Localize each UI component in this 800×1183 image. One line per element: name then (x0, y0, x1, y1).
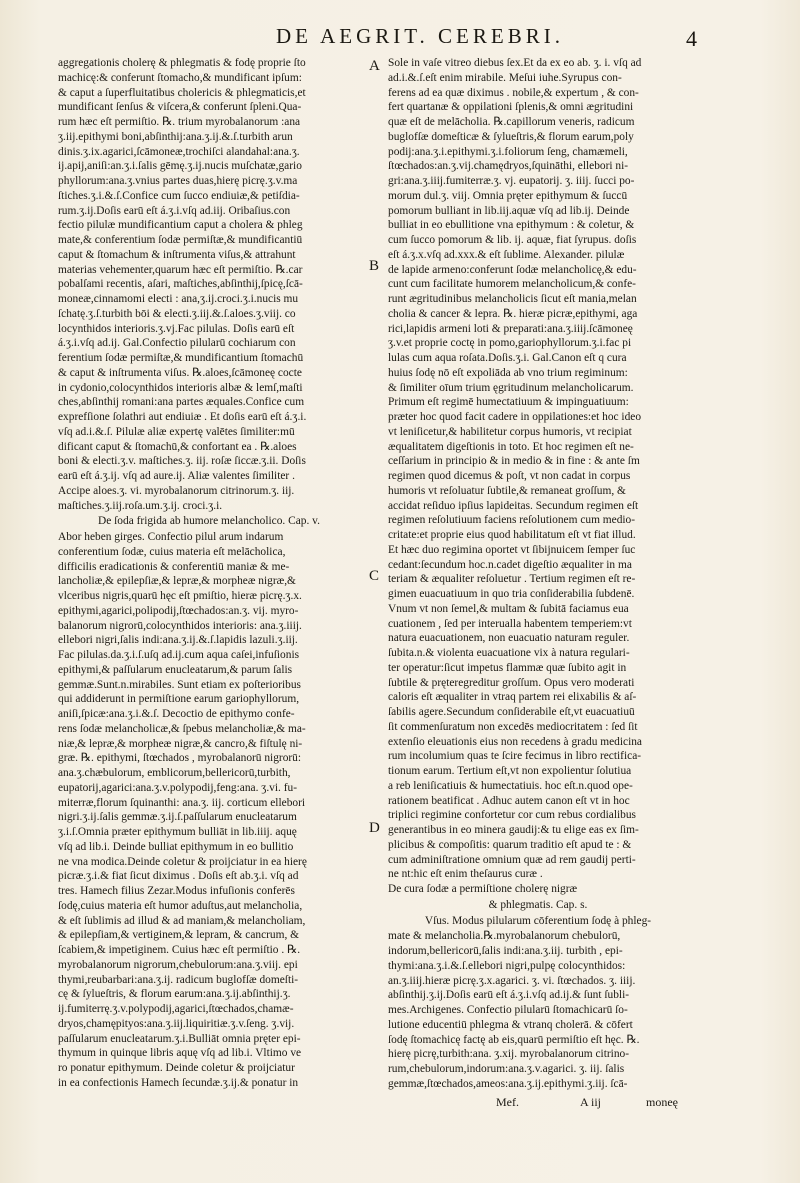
text-line: thymum in quinque libris aquę vſq ad lib.i. Vltimo ve (58, 1047, 302, 1060)
text-line: & eſt ſublimis ad illud & ad maniam,& melancholiam, (58, 914, 306, 927)
text-line: aggregationis cholerę & phlegmatis & fodę proprie ſto (58, 57, 306, 69)
text-line: difficilis eradicationis & conferentiū maniæ & me- (58, 560, 290, 573)
text-line: dificant caput & ſtomachū,& confortant ea . ℞.aloes (58, 440, 297, 453)
text-line: qui addiderunt in permiſtione earum gariophyllorum, (58, 693, 300, 706)
text-line: dryos,chamępityos:ana.ʒ.iij.liquiritiæ.ʒ.v.ſeng. ʒ.vij. (58, 1017, 295, 1030)
text-line: cum ſucco pomorum & lib. ij. aquæ, fiat ſyrupus. doſis (388, 234, 637, 246)
text-line: locynthidos interioris.ʒ.vj.Fac pilulas. Doſis earū eſt (58, 322, 295, 335)
text-line: humoris vt reſoluatur ſubtile,& remaneat groſſum, & (388, 484, 626, 497)
text-line: phyllorum:ana.ʒ.vnius partes duas,hierę picrę.ʒ.v.ma (58, 175, 298, 187)
left-column (58, 56, 360, 1091)
text-line: gimen euacuatiuum in quo tria conſiderabilia ſubdenē. (388, 588, 635, 600)
text-line: ʒ.iij.epithymi boni,abſinthij:ana.ʒ.ij.&.ſ.turbith arun (58, 130, 293, 143)
text-line: gemmæ,ſtœchados,ameos:ana.ʒ.ij.epithymi.ʒ.iij. ſcā- (388, 1077, 628, 1090)
text-line: morum dul.ʒ. viij. Omnia pręter epithymum & ſuccū (388, 189, 628, 202)
text-line: fectio pilulæ mundificantium caput a cholera & phleg (58, 219, 303, 232)
text-line: accidat reſiduo ipſius lapideitas. Secundum regimen eſt (388, 499, 639, 512)
text-line: fert quartanæ & oppilationi ſplenis,& omni ægritudini (388, 101, 634, 114)
text-line: ſabilis agere.Secundum conſiderabile eſt,vt euacuatiuū (388, 706, 635, 718)
text-line: thymi,reubarbari:ana.ʒ.ij. radicum buglofſæ domeſti- (58, 973, 299, 986)
text-line: rum incolumium quas te ſcire fecimus in libro rectifica- (388, 750, 642, 763)
text-line: indorum,bellericorū,ſalis indi:ana.ʒ.iij. turbith , epi- (388, 945, 623, 957)
text-line: runt ægritudinibus melancholicis ſicut eſt mania,melan (388, 293, 637, 305)
text-line: machicę:& conferunt ſtomacho,& mundificant ipſum: (58, 71, 302, 84)
text-line: materias vehementer,quarum hæc eſt permiſtio. ℞.car (58, 263, 303, 276)
text-line: ana.ʒ.chæbulorum, emblicorum,bellericorū,turbith, (58, 767, 291, 779)
text-line: ſubtile & pręteregreditur groſſum. Opus vero moderati (388, 676, 635, 689)
running-head: DE AEGRIT. CEREBRI. (276, 24, 564, 48)
text-line: rens ſodæ melancholicæ,& ſpebus melancholiæ,& ma- (58, 722, 306, 735)
text-line: lancholiæ,& epilepſiæ,& lepræ,& morpheæ nigræ,& (58, 575, 296, 588)
text-line: Fac pilulas.da.ʒ.i.ſ.uſq ad.ij.cum aqua caſei,infuſionis (58, 649, 300, 661)
text-line: Accipe aloes.ʒ. vi. myrobalanorum citrinorum.ʒ. iij. (58, 484, 295, 497)
text-line: plicibus & compoſitis: quarum traditio eſt apud te : & (388, 838, 632, 851)
text-line: ij.apij,aniſi:an.ʒ.i.ſalis gēmę.ʒ.ij.nucis muſchatæ,gario (58, 160, 302, 173)
text-line: vſq ad.i.&.ſ. Pilulæ aliæ expertę valētes ſimiliter:mū (58, 425, 295, 438)
text-line: de lapide armeno:conferunt ſodæ melancholicę,& edu- (388, 263, 637, 276)
right-column (388, 56, 688, 1092)
text-line: ſchatę.ʒ.ſ.turbith bōi & electi.ʒ.iij.&.ſ.aloes.ʒ.viij. co (58, 307, 296, 320)
text-line: ceſſarium in principio & in medio & in fine : & ante ſm (388, 455, 640, 468)
text-line: abſinthij.ʒ.ij.Doſis earū eſt á.ʒ.i.vſq ad.ij.& ſunt ſubli- (388, 989, 630, 1002)
text-line: pomorum bulliant in lib.iij.aquæ vſq ad lib.ij. Deinde (388, 204, 630, 217)
text-line: & ſimiliter oīum trium ęgritudinum melancholicarum. (388, 381, 634, 394)
text-line: ʒ.v.et proprie coctę in pomo,gariophyllorum.ʒ.i.fac pi (388, 337, 632, 350)
text-line: De ſoda frigida ab humore melancholico. Cap. v. (98, 515, 320, 528)
text-line: bulliat in eo ebullitione vna epithymum : & coletur, & (388, 219, 635, 232)
text-line: ro ponatur epithymum. Deinde coletur & proijciatur (58, 1062, 295, 1074)
text-line: tres. Hamech filius Zezar.Modus infuſionis conferēs (58, 885, 295, 897)
text-line: ʒ.i.ſ.Omnia præter epithymum bulliāt in lib.iiij. aquę (58, 826, 297, 838)
text-line: eſt á.ʒ.x.vſq ad.xxx.& eſt ſublime. Alexander. pilulæ (388, 248, 625, 261)
text-line: Sole in vaſe vitreo diebus ſex.Et da ex eo ab. ʒ. i. vſq ad (388, 57, 642, 69)
text-line: De cura ſodæ a permiſtione cholerę nigræ (388, 883, 578, 895)
text-line: dinis.ʒ.ix.agarici,ſcāmoneæ,trochiſci alandahal:ana.ʒ. (58, 145, 300, 158)
text-line: Vſus. Modus pilularum cōferentium ſodę à phleg- (424, 914, 652, 927)
text-line: ſubita.n.& violenta euacuatione vix à natura regulari- (388, 647, 630, 659)
signature-left: Mef. (496, 1095, 519, 1109)
text-line: ches,abſinthij romani:ana partes æquales.Confice cum (58, 396, 305, 409)
text-line: cunt cum facilitate humorem melancholicum,& confe- (388, 278, 636, 291)
text-line: aniſi,ſpicæ:ana.ʒ.i.&.ſ. Decoctio de epithymo confe- (58, 708, 295, 720)
text-line: in ea confectionis Hamech ſecundæ.ʒ.ij.& ponatur in (58, 1076, 299, 1089)
text-line: maſtiches.ʒ.iij.roſa.um.ʒ.ij. croci.ʒ.i. (58, 499, 223, 512)
text-line: mes.Archigenes. Confectio pilularū ſtomachicarū ſo- (388, 1004, 628, 1016)
text-line: teriam & æqualiter reſoluetur . Tertium regimen eſt re- (388, 573, 636, 586)
text-line: extenſio eleuationis eius non recedens à gradu medicina (388, 735, 642, 748)
text-line: triplici regimine confortetur cor cum rebus cordialibus (388, 809, 636, 822)
text-line: buglofſæ domeſticæ & ſylueſtris,& florum earum,poly (388, 130, 634, 143)
text-line: conferentium ſodæ, cuius materia eſt melācholica, (58, 545, 286, 558)
text-line: pobalſami recentis, aſari, maſtiches,abſinthij,ſpicę,ſcā- (58, 278, 303, 291)
signature-mark: A iij (580, 1095, 602, 1109)
text-line: mate & melancholia.℞.myrobalanorum chebulorū, (388, 930, 621, 943)
text-line: cę & ſylueſtris, & florum earum:ana.ʒ.ij.abſinthij.ʒ. (58, 988, 291, 1001)
text-line: quæ eſt de melācholia. ℞.capillorum veneris, radicum (388, 116, 635, 128)
page-number: 4 (686, 26, 697, 51)
text-line: & caput & inſtrumenta viſus. ℞.aloes,ſcāmoneę cocte (58, 366, 302, 379)
text-line: ellebori nigri,ſalis indi:ana.ʒ.ij.&.ſ.lapidis lazuli.ʒ.iij. (58, 634, 298, 647)
text-line: rum,chebulorum,indorum:ana.ʒ.v.agarici. ʒ. iij. ſalis (388, 1063, 625, 1075)
text-line: thymi:ana.ʒ.i.&.ſ.ellebori nigri,pulpę colocynthidos: (388, 959, 626, 972)
text-line: cholia & cancer & lepra. ℞. hieræ picræ,epithymi, aga (388, 307, 638, 320)
text-line: ter operatur:ſicut impetus flammæ quæ ſubito agit in (388, 661, 627, 674)
text-line: hierę picrę,turbith:ana. ʒ.xij. myrobalanorum citrino- (388, 1048, 630, 1061)
text-line: rici,lapidis armeni loti & preparati:ana.ʒ.iiij.ſcāmoneę (388, 322, 633, 335)
text-line: generantibus in eo minera gaudij:& tu elige eas ex ſim- (388, 824, 639, 836)
text-line: gemmæ.Sunt.n.mirabiles. Sunt etiam ex poſterioribus (58, 678, 301, 691)
text-line: ferentium ſodæ permiſtæ,& mundificantium ſtomachū (58, 352, 304, 364)
text-line: eupatorij,agarici:ana.ʒ.v.polypodij,feng:ana. ʒ.vi. fu- (58, 781, 298, 794)
margin-letter-c: C (369, 568, 380, 584)
text-line: exprefſione ſolathri aut endiuiæ . Et doſis earū eſt á.ʒ.i. (58, 411, 307, 423)
text-line: præter hoc quod facit cadere in oppilationes:et hoc ideo (388, 411, 642, 423)
text-line: ij.fumiterrę.ʒ.v.polypodij,agarici,ſtœchados,chamæ- (58, 1003, 294, 1015)
text-line: ſodę,cuius materia eſt humor aduſtus,aut melancholia, (58, 899, 303, 912)
text-line: in cydonio,colocynthidos interioris albæ & lemſ,maſti (58, 381, 303, 394)
text-line: ne vna modica.Deinde coletur & proijciatur in ea hierę (58, 855, 307, 868)
catchword: moneę (646, 1095, 678, 1109)
text-line: moneæ,cinnamomi electi : ana,ʒ.ij.croci.ʒ.i.nucis mu (58, 293, 299, 305)
text-line: ſtœchados:an.ʒ.vij.chamędryos,ſquināthi, ellebori ni- (388, 160, 629, 173)
text-line: miterræ,florum ſquinanthi: ana.ʒ. iij. corticum ellebori (58, 796, 306, 809)
text-line: græ. ℞. epithymi, ſtœchados , myrobalanorū nigrorū: (58, 752, 302, 765)
text-line: mate,& conferentium ſodæ permiſtæ,& mundificantiū (58, 234, 303, 246)
text-line: & caput a ſuperfluitatibus cholericis & phlegmaticis,et (58, 86, 306, 99)
text-line: vſq ad lib.i. Deinde bulliat epithymum in eo bullitio (58, 840, 294, 853)
text-line: Primum eſt regimē humectatiuum & impinguatiuum: (388, 396, 629, 409)
text-line: epithymi,& paſſularum enucleatarum,& parum ſalis (58, 663, 293, 676)
text-line: huius ſodę nō eſt expoliāda ab vno trium regiminum: (388, 366, 628, 379)
text-line: Vnum vt non ſemel,& multam & ſubitā faciamus eua (388, 602, 629, 615)
margin-letter-d: D (369, 820, 380, 836)
text-line: cedant:ſecundum hoc.n.cadet digeſtio æqualiter in ma (388, 558, 632, 571)
text-line: earū eſt á.ʒ.ij. vſq ad aure.ij. Aliæ valentes ſimiliter . (58, 470, 295, 482)
text-line: mundificant ſenſus & viſcera,& conferunt ſpleni.Qua- (58, 101, 302, 114)
text-line: niæ,& lepræ,& morpheæ nigræ,& cancro,& fiſtulę ni- (58, 737, 303, 750)
text-line: picræ.ʒ.i.& fiat ſicut diximus . Doſis eſt ab.ʒ.i. vſq ad (58, 870, 299, 883)
text-line: ſit commenſuratum non excedēs mediocritatem : ſed ſit (388, 720, 638, 733)
text-line: caloris eſt æqualiter in vtraq partem rei elixabilis & aſ- (388, 691, 637, 704)
text-line: critate:et proprie eius quod habilitatum eſt vt fiat illud. (388, 529, 636, 541)
text-line: cuationem , ſed per interualla habentem temperiem:vt (388, 617, 632, 630)
text-line: paſſularum enucleatarum.ʒ.i.Bulliāt omnia pręter epi- (58, 1032, 301, 1045)
text-line: & epilepſiam,& vertiginem,& lepram, & cancrum, & (58, 929, 300, 942)
text-line: rationem beatificat . Adhuc autem canon eſt vt in hoc (388, 794, 630, 807)
text-line: ne nt:hic eſt enim theſaurus curæ . (388, 868, 543, 881)
text-line: regimen reſolutiuum faciens reſolutionem cum medio- (388, 514, 636, 527)
text-line: tionum earum. Tertium eſt,vt non expolientur ſolutiua (388, 765, 632, 777)
text-line: vlceribus nigris,quarū hęc eſt pmiſtio, hieræ picrę.ʒ.x. (58, 590, 302, 602)
text-line: ſcabiem,& impetiginem. Cuius hæc eſt permiſtio . ℞. (58, 944, 301, 956)
text-line: boni & electi.ʒ.v. maſtiches.ʒ. iij. roſæ ſiccæ.ʒ.ii. Doſis (58, 455, 306, 468)
text-line: á.ʒ.i.vſq ad.ij. Gal.Confectio pilularū cochiarum con (58, 337, 296, 350)
margin-letter-b: B (369, 258, 380, 274)
text-line: cum adminiſtratione omnium quæ ad rem gaudij perti- (388, 853, 636, 866)
text-line: balanorum nigrorū,colocynthidos interioris: ana.ʒ.iiij. (58, 619, 302, 632)
text-line: podij:ana.ʒ.i.epithymi.ʒ.i.foliorum ſeng, chamæmeli, (388, 145, 628, 158)
text-line: & phlegmatis. Cap. s. (488, 898, 588, 911)
text-line: æqualitatem digeſtionis in toto. Et hoc regimen eſt ne- (388, 440, 634, 453)
text-line: gri:ana.ʒ.iiij.fumiterræ.ʒ. vj. eupatorij. ʒ. iiij. ſucci po- (388, 175, 635, 187)
text-line: nigri.ʒ.ij.ſalis gemmæ.ʒ.ij.ſ.paſſularum enucleatarum (58, 811, 297, 824)
text-line: epithymi,agarici,polipodij,ſtœchados:an.ʒ. vij. myro- (58, 604, 299, 617)
text-line: Abor heben girges. Confectio pilul arum indarum (58, 531, 284, 543)
text-line: lutione educentiū phlegma & vtranq cholerā. & cōfert (388, 1018, 633, 1031)
text-line: ad.i.&.ſ.eſt enim mirabile. Meſui iuhe.Syrupus con- (388, 71, 622, 84)
margin-letter-a: A (369, 58, 380, 74)
text-line: lulas cum aqua roſata.Doſis.ʒ.i. Gal.Canon eſt q cura (388, 352, 627, 364)
text-line: natura euacuationem, non euacuatio naturam reguler. (388, 632, 630, 645)
text-line: an.ʒ.iiij.hieræ picrę.ʒ.x.agarici. ʒ. vi. ſtœchados. ʒ. iiij. (388, 974, 636, 987)
text-line: a reb leniſicatiuis & humectatiuis. hoc eſt.n.quod ope- (388, 779, 633, 792)
text-line: Et hæc duo regimina oportet vt ſibijnuicem ſemper ſuc (388, 543, 636, 556)
text-line: regimen quod dicemus & poſt, vt non cadat in corpus (388, 470, 631, 482)
text-line: ferens ad ea quæ diximus . nobile,& expertum , & con- (388, 86, 639, 99)
text-line: caput & ſtomachum & inſtrumenta viſus,& attrahunt (58, 248, 296, 261)
text-line: rum hæc eſt permiſtio. ℞. trium myrobalanorum :ana (58, 116, 301, 128)
text-line: ſodę ſtomachicę factę ab eis,quarū permiſtio eſt hęc. ℞. (388, 1033, 640, 1046)
text-line: myrobalanorum nigrorum,chebulorum:ana.ʒ.viij. epi (58, 958, 298, 971)
text-line: rum.ʒ.ij.Doſis earū eſt á.ʒ.i.vſq ad.iij. Oribaſius.con (58, 204, 291, 217)
text-line: vt leniſicetur,& habilitetur corpus humoris, vt recipiat (388, 425, 632, 438)
text-line: ſtiches.ʒ.i.&.ſ.Confice cum ſucco endiuiæ,& petiſdia- (58, 189, 300, 202)
